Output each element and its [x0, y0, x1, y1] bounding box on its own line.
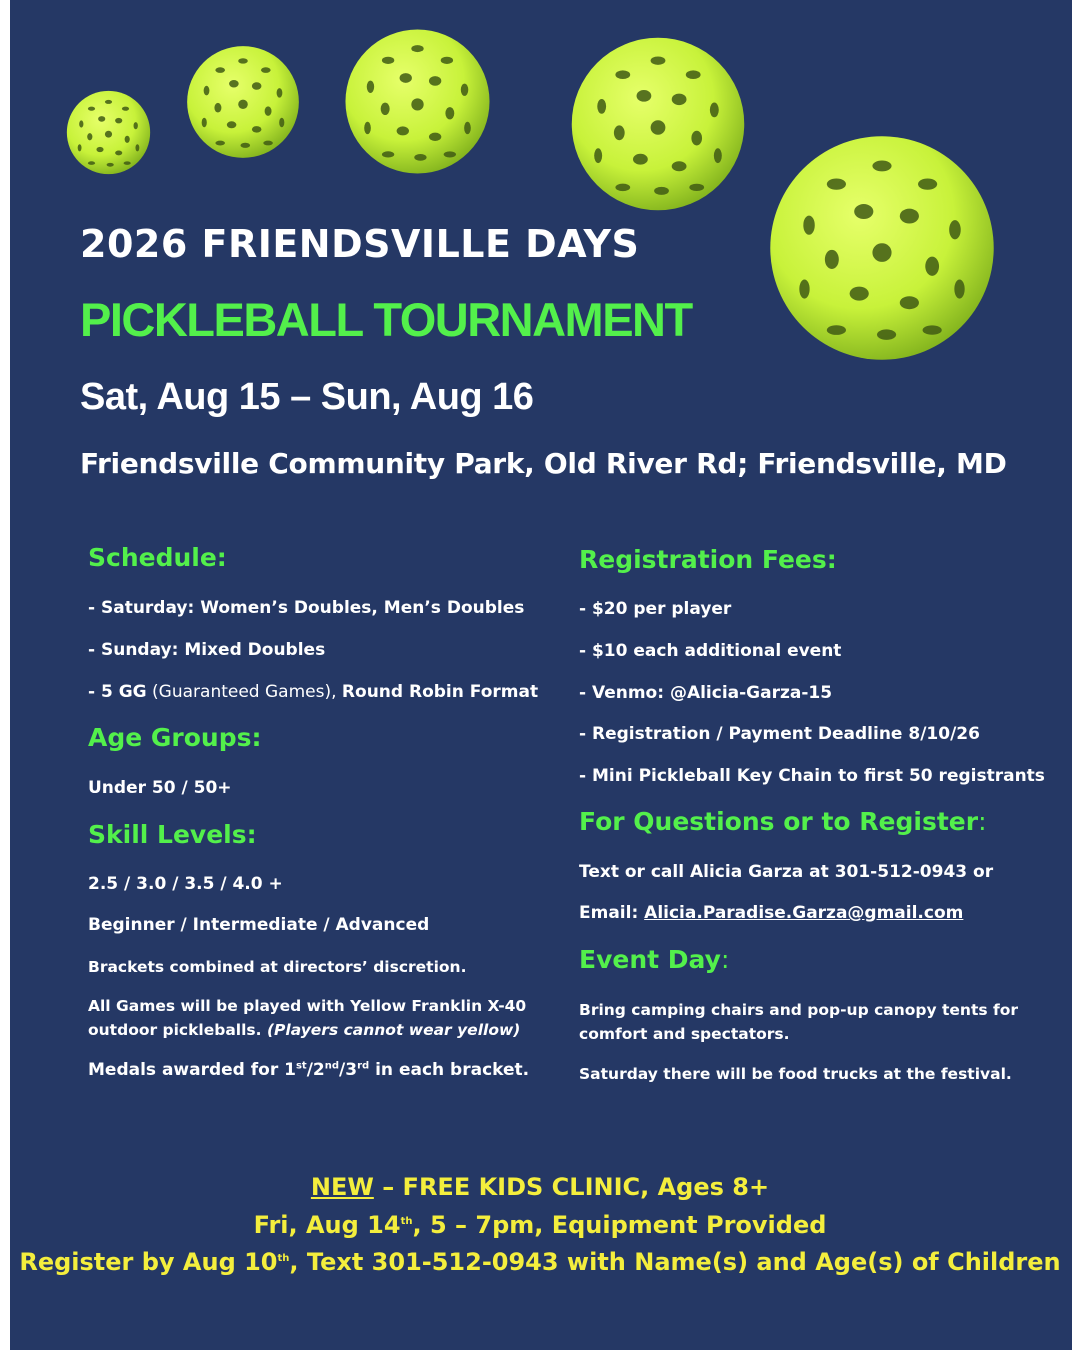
event-day-line: comfort and spectators. — [579, 1025, 790, 1043]
schedule-item: - Saturday: Women’s Doubles, Men’s Doubles — [88, 598, 525, 618]
schedule-heading: Schedule: — [88, 543, 227, 572]
schedule-item: - 5 GG (Guaranteed Games), Round Robin Format — [88, 682, 539, 702]
contact-phone: Text or call Alicia Garza at 301-512-0943 or — [579, 862, 994, 882]
tournament-title: PICKLEBALL TOURNAMENT — [80, 293, 692, 346]
pickleball-icon — [768, 134, 996, 362]
email-link[interactable]: Alicia.Paradise.Garza@gmail.com — [644, 903, 964, 923]
skill-levels-values: 2.5 / 3.0 / 3.5 / 4.0 + — [88, 874, 283, 894]
schedule-item: - Sunday: Mixed Doubles — [88, 640, 326, 660]
age-groups-text: Under 50 / 50+ — [88, 778, 232, 798]
ball-note-line1: All Games will be played with Yellow Franklin X-40 — [88, 997, 527, 1015]
pickleball-icon — [344, 28, 491, 175]
skill-tiers: Beginner / Intermediate / Advanced — [88, 915, 430, 935]
venmo-handle: - Venmo: @Alicia-Garza-15 — [579, 683, 833, 703]
contact-email-row: Email: Alicia.Paradise.Garza@gmail.com — [579, 903, 964, 923]
age-groups-heading: Age Groups: — [88, 723, 262, 752]
brackets-note: Brackets combined at directors’ discretion. — [88, 958, 467, 976]
registration-item: - $20 per player — [579, 599, 732, 619]
questions-heading: For Questions or to Register: — [579, 807, 987, 836]
registration-item: - Registration / Payment Deadline 8/10/26 — [579, 724, 980, 744]
registration-heading: Registration Fees: — [579, 545, 837, 574]
event-title: 2026 FRIENDSVILLE DAYS — [80, 222, 640, 266]
skill-levels-heading: Skill Levels: — [88, 820, 257, 849]
registration-item: - $10 each additional event — [579, 641, 842, 661]
pickleball-icon — [570, 36, 746, 212]
kids-clinic-title: NEW – FREE KIDS CLINIC, Ages 8+ — [310, 1173, 770, 1201]
pickleball-icon — [186, 45, 300, 159]
kids-clinic-time: Fri, Aug 14th, 5 – 7pm, Equipment Provided — [253, 1211, 827, 1239]
kids-clinic-register: Register by Aug 10th, Text 301-512-0943 with Name(s) and Age(s) of Children — [19, 1248, 1061, 1276]
event-day-line: Saturday there will be food trucks at the festival. — [579, 1065, 1012, 1083]
ball-note-line2: outdoor pickleballs. (Players cannot wear yellow) — [88, 1021, 521, 1039]
pickleball-icon — [66, 90, 151, 175]
event-location: Friendsville Community Park, Old River Rd; Friendsville, MD — [80, 447, 1007, 480]
event-day-heading: Event Day: — [579, 945, 730, 974]
medals-note: Medals awarded for 1st/2nd/3rd in each bracket. — [88, 1060, 530, 1080]
event-day-line: Bring camping chairs and pop-up canopy tents for — [579, 1001, 1019, 1019]
event-dates: Sat, Aug 15 – Sun, Aug 16 — [80, 376, 534, 418]
registration-item: - Mini Pickleball Key Chain to first 50 registrants — [579, 766, 1045, 786]
